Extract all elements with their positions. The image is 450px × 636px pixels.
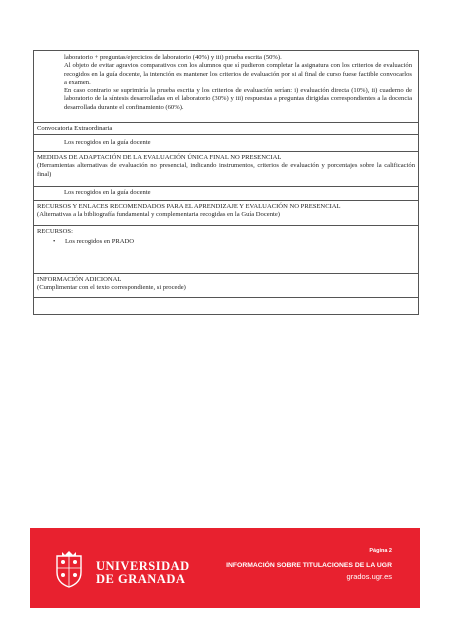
site-link[interactable]: grados.ugr.es <box>346 572 392 581</box>
titulaciones-info: INFORMACIÓN SOBRE TITULACIONES DE LA UGR <box>226 562 392 569</box>
page-number: Página 2 <box>369 548 392 554</box>
info-title: INFORMACIÓN ADICIONAL <box>37 276 122 283</box>
recursos-subtitle: (Alternativas a la bibliografía fundamental y complementaria recogidas en la Guía Docente) <box>37 211 280 219</box>
university-name-line2: DE GRANADA <box>96 572 186 586</box>
medidas-value: Los recogidos en la guía docente <box>64 189 151 197</box>
evaluation-table <box>33 50 419 315</box>
evaluation-criteria-row <box>34 51 418 123</box>
recursos-list-item <box>37 238 415 246</box>
recursos-label: RECURSOS: <box>37 228 73 235</box>
info-content-row <box>34 298 418 314</box>
recursos-row <box>34 226 418 274</box>
medidas-value-row <box>34 187 418 201</box>
bullet-icon: • <box>53 238 56 246</box>
ugr-crest-icon <box>54 550 84 588</box>
convocatoria-label: Convocatoria Extraordinaria <box>37 125 113 132</box>
convocatoria-label-row <box>34 123 418 135</box>
info-subtitle: (Cumplimentar con el texto correspondiente, si procede) <box>37 284 186 292</box>
convocatoria-value-row <box>34 135 418 152</box>
university-name <box>96 560 190 586</box>
medidas-title: MEDIDAS DE ADAPTACIÓN DE LA EVALUACIÓN ÚNICA FINAL NO PRESENCIAL <box>37 154 282 161</box>
recursos-item-text: Los recogidos en PRADO <box>65 238 135 246</box>
criteria-line: laboratorio + preguntas/ejercicios de laboratorio (40%) y iii) prueba escrita (50%). <box>64 54 282 61</box>
university-name-line1: UNIVERSIDAD <box>96 559 190 573</box>
criteria-paragraph-1: Al objeto de evitar agravios comparativos con los alumnos que sí pudieron completar la asignatura con los criterios de evaluación recogidos en la guía docente, la intención es mantener los criterios de evaluación por si al final de curso fuese factible convocarlos a examen. <box>64 62 412 86</box>
recursos-header-row <box>34 201 418 226</box>
footer-banner <box>30 528 420 608</box>
info-header-row <box>34 274 418 298</box>
medidas-header-row <box>34 152 418 187</box>
criteria-paragraph-2: En caso contrario se suprimiría la prueba escrita y los criterios de evaluación serían: i) evaluación directa (10%), ii) cuaderno de laboratorio de la síntesis desarrolladas en el laboratorio (30%) y iii) respuestas a preguntas dirigidas correspondientes a la docencia desarrollada durante el confinamiento (60%). <box>64 87 412 111</box>
recursos-title: RECURSOS Y ENLACES RECOMENDADOS PARA EL APRENDIZAJE Y EVALUACIÓN NO PRESENCIAL <box>37 203 341 210</box>
medidas-subtitle: (Herramientas alternativas de evaluación no presencial, indicando instrumentos, criterios de evaluación y porcentajes sobre la calificación final) <box>37 162 415 178</box>
convocatoria-value: Los recogidos en la guía docente <box>64 138 151 146</box>
